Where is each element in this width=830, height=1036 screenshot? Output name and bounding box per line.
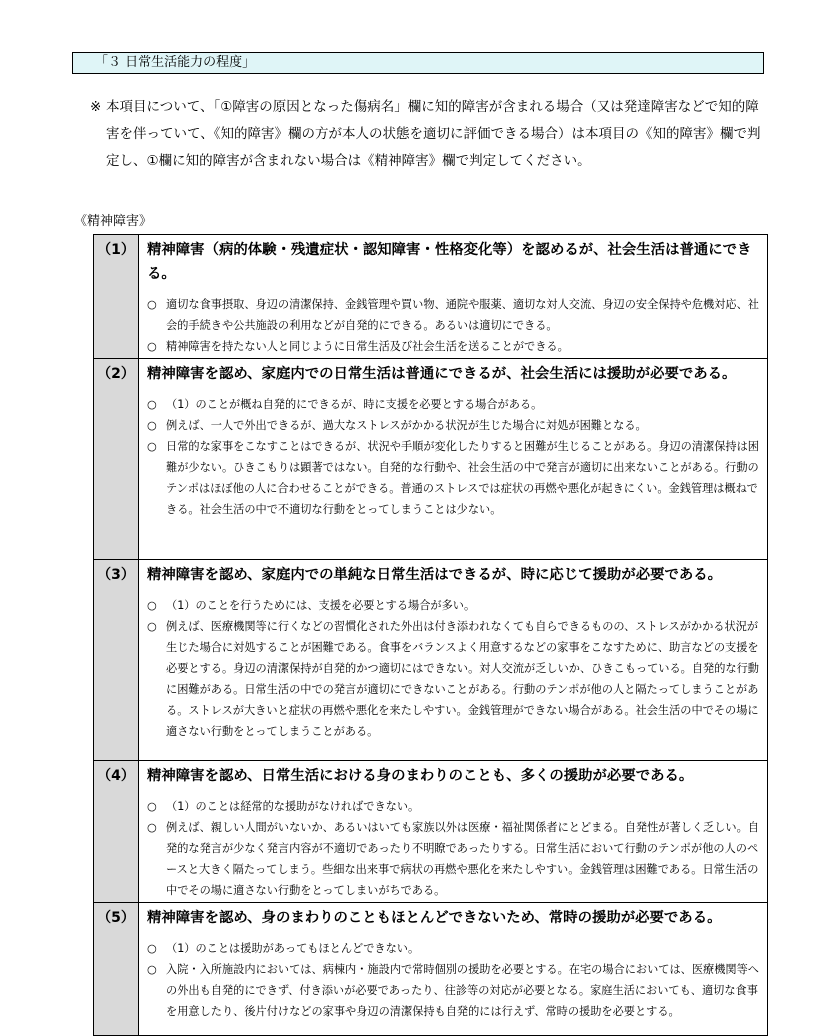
grade-items (147, 394, 761, 520)
circle-bullet: ○ (147, 800, 157, 813)
list-item (147, 294, 761, 336)
circle-bullet: ○ (147, 340, 157, 353)
list-item (147, 616, 761, 742)
grade-heading: 精神障害を認め、日常生活における身のまわりのことも、多くの援助が必要である。 (147, 768, 694, 784)
grade-content (139, 560, 768, 761)
item-text: 例えば、親しい人間がいないか、あるいはいても家族以外は医療・福祉関係者にとどまる。自発性が著しく乏しい。自発的な発言が少なく発言内容が不適切であったり不明瞭であったりする。日常生活において行動のテンポが他の人のペースと大きく隔たってしまう。些細な出来事で病状の再燃や悪化を来たしやすい。金銭管理は困難である。日常生活の中でその場に適さない行動をとってしまいがちである。 (166, 821, 759, 897)
grade-content (139, 359, 768, 560)
item-text: （1）のことを行うためには、支援を必要とする場合が多い。 (166, 599, 476, 612)
circle-bullet: ○ (147, 620, 157, 633)
grade-items (147, 938, 761, 1022)
circle-bullet: ○ (147, 419, 157, 432)
grade-heading: 精神障害を認め、家庭内での単純な日常生活はできるが、時に応じて援助が必要である。 (147, 567, 723, 583)
grade-row (94, 761, 768, 903)
grade-items (147, 595, 761, 742)
reference-mark: ※ (90, 99, 102, 115)
grade-items (147, 796, 761, 901)
grade-heading: 精神障害（病的体験・残遺症状・認知障害・性格変化等）を認めるが、社会生活は普通にできる。 (147, 242, 752, 282)
grade-heading: 精神障害を認め、家庭内での日常生活は普通にできるが、社会生活には援助が必要である。 (147, 366, 737, 382)
grade-items (147, 294, 761, 357)
item-text: 精神障害を持たない人と同じように日常生活及び社会生活を送ることができる。 (166, 340, 569, 353)
item-text: 例えば、医療機関等に行くなどの習慣化された外出は付き添われなくても自らできるものの、ストレスがかかる状況が生じた場合に対処することが困難である。食事をバランスよく用意するなどの家事をこなすために、助言などの支援を必要とする。身辺の清潔保持が自発的かつ適切にはできない。対人交流が乏しいか、ひきこもっている。自発的な行動に困難がある。日常生活の中での発言が適切にできないことがある。行動のテンポが他の人と隔たってしまうことがある。ストレスが大きいと症状の再燃や悪化を来たしやすい。金銭管理ができない場合がある。社会生活の中でその場に適さない行動をとってしまうことがある。 (166, 620, 759, 738)
list-item (147, 817, 761, 901)
circle-bullet: ○ (147, 599, 157, 612)
item-text: 適切な食事摂取、身辺の清潔保持、金銭管理や買い物、通院や服薬、適切な対人交流、身辺の安全保持や危機対応、社会的手続きや公共施設の利用などが自発的にできる。あるいは適切にできる。 (166, 298, 759, 332)
grade-number: （4） (94, 761, 139, 903)
grade-content (139, 235, 768, 359)
grade-content (139, 903, 768, 1036)
circle-bullet: ○ (147, 440, 157, 453)
list-item (147, 415, 761, 436)
section-title: 「３ 日常生活能力の程度」 (72, 52, 764, 74)
grade-row (94, 560, 768, 761)
list-item (147, 595, 761, 616)
grade-table (93, 234, 768, 1036)
grade-content (139, 761, 768, 903)
circle-bullet: ○ (147, 963, 157, 976)
list-item (147, 394, 761, 415)
grade-row (94, 359, 768, 560)
list-item (147, 336, 761, 357)
item-text: 例えば、一人で外出できるが、過大なストレスがかかる状況が生じた場合に対処が困難となる。 (166, 419, 647, 432)
item-text: （1）のことが概ね自発的にできるが、時に支援を必要とする場合がある。 (166, 398, 543, 411)
list-item (147, 436, 761, 520)
grade-number: （5） (94, 903, 139, 1036)
instruction-note (90, 94, 770, 175)
category-label: 《精神障害》 (74, 214, 153, 229)
grade-number: （2） (94, 359, 139, 560)
circle-bullet: ○ (147, 821, 157, 834)
grade-heading: 精神障害を認め、身のまわりのこともほとんどできないため、常時の援助が必要である。 (147, 910, 722, 926)
circle-bullet: ○ (147, 398, 157, 411)
item-text: （1）のことは経常的な援助がなければできない。 (166, 800, 420, 813)
circle-bullet: ○ (147, 298, 157, 311)
grade-row (94, 235, 768, 359)
list-item (147, 796, 761, 817)
item-text: （1）のことは援助があってもほとんどできない。 (166, 942, 420, 955)
item-text: 入院・入所施設内においては、病棟内・施設内で常時個別の援助を必要とする。在宅の場合においては、医療機関等への外出も自発的にできず、付き添いが必要であったり、往診等の対応が必要となる。家庭生活においても、適切な食事を用意したり、後片付けなどの家事や身辺の清潔保持も自発的には行えず、常時の援助を必要とする。 (166, 963, 759, 1018)
grade-number: （3） (94, 560, 139, 761)
instruction-text: 本項目について、「①障害の原因となった傷病名」欄に知的障害が含まれる場合（又は発達障害などで知的障害を伴っていて、《知的障害》欄の方が本人の状態を適切に評価できる場合）は本項目の《知的障害》欄で判定し、①欄に知的障害が含まれない場合は《精神障害》欄で判定してください。 (106, 99, 761, 169)
grade-number: （1） (94, 235, 139, 359)
circle-bullet: ○ (147, 942, 157, 955)
list-item (147, 938, 761, 959)
item-text: 日常的な家事をこなすことはできるが、状況や手順が変化したりすると困難が生じることがある。身辺の清潔保持は困難が少ない。ひきこもりは顕著ではない。自発的な行動や、社会生活の中で発言が適切に出来ないことがある。行動のテンポはほぼ他の人に合わせることができる。普通のストレスでは症状の再燃や悪化が起きにくい。金銭管理は概ねできる。社会生活の中で不適切な行動をとってしまうことは少ない。 (166, 440, 759, 516)
list-item (147, 959, 761, 1022)
grade-row (94, 903, 768, 1036)
